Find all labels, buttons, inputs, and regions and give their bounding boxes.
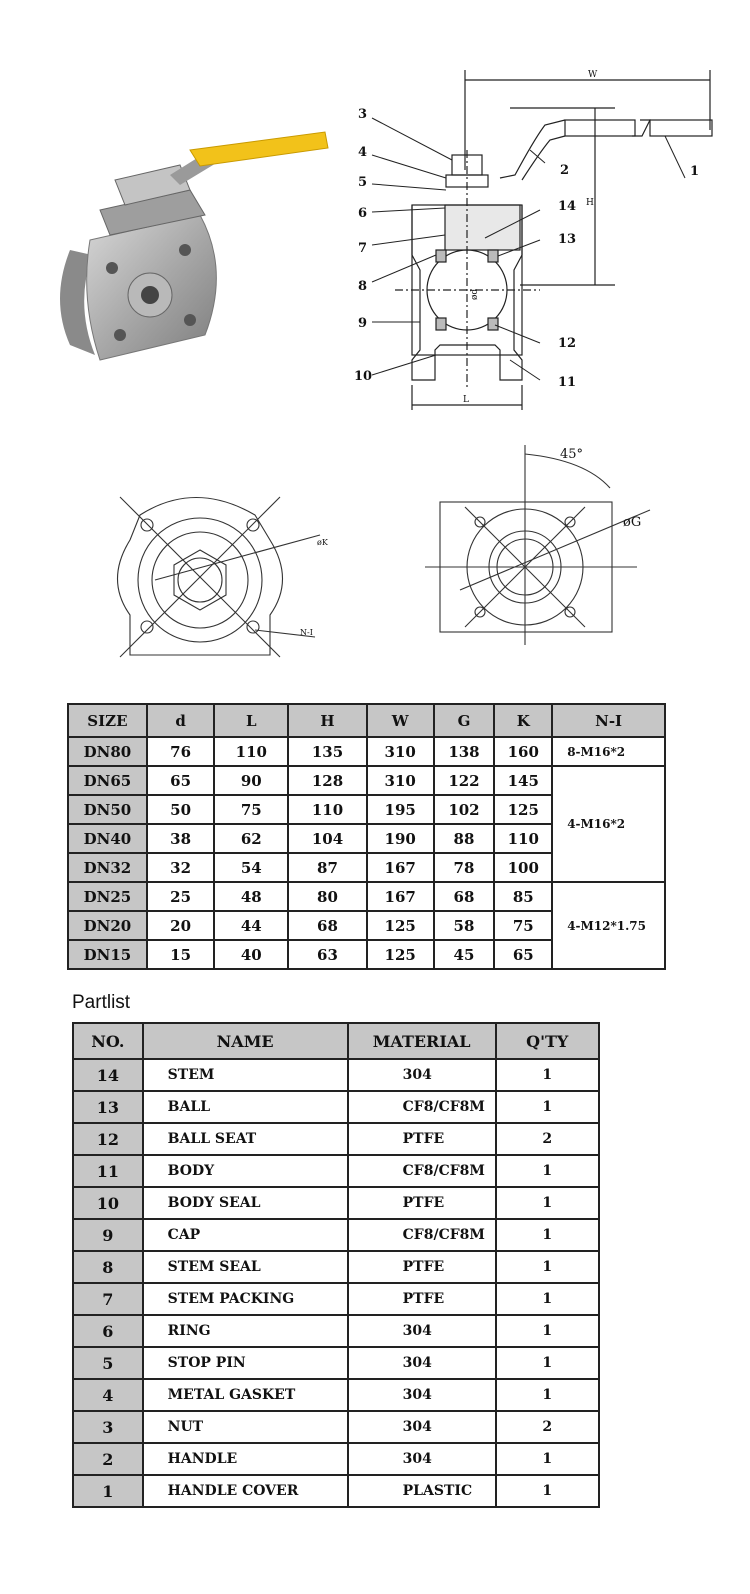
- valve-photo: [40, 120, 340, 380]
- table-row: [73, 1283, 599, 1315]
- cell-d: 32: [147, 853, 215, 882]
- cell-qty: 2: [496, 1411, 599, 1443]
- cell-qty: 1: [496, 1251, 599, 1283]
- cell-w: 125: [367, 911, 434, 940]
- table-row: [73, 1187, 599, 1219]
- callout-6: 6: [358, 206, 368, 221]
- header-d: d: [147, 704, 215, 737]
- cell-l: 44: [214, 911, 288, 940]
- cell-size: DN80: [68, 737, 147, 766]
- callout-13: 13: [558, 232, 577, 247]
- header-no: NO.: [73, 1023, 143, 1059]
- table-row: [73, 1091, 599, 1123]
- cell-material: 304: [348, 1347, 496, 1379]
- cell-k: 100: [494, 853, 552, 882]
- cell-d: 20: [147, 911, 215, 940]
- cell-qty: 1: [496, 1219, 599, 1251]
- cell-size: DN40: [68, 824, 147, 853]
- table-row: [68, 766, 665, 795]
- cell-qty: 1: [496, 1315, 599, 1347]
- cell-name: NUT: [143, 1411, 348, 1443]
- cell-h: 110: [288, 795, 367, 824]
- table-header-row: [73, 1023, 599, 1059]
- cell-no: 13: [73, 1091, 143, 1123]
- header-size: SIZE: [68, 704, 147, 737]
- table-header-row: [68, 704, 665, 737]
- callout-3: 3: [358, 107, 368, 122]
- table-row: [73, 1475, 599, 1507]
- cell-name: STEM: [143, 1059, 348, 1091]
- cell-name: HANDLE: [143, 1443, 348, 1475]
- cell-name: BALL SEAT: [143, 1123, 348, 1155]
- table-row: [73, 1059, 599, 1091]
- flange-view: [95, 485, 335, 675]
- table-row: [73, 1155, 599, 1187]
- cell-qty: 1: [496, 1155, 599, 1187]
- cell-no: 5: [73, 1347, 143, 1379]
- cell-material: PTFE: [348, 1251, 496, 1283]
- cell-h: 63: [288, 940, 367, 969]
- header-w: W: [367, 704, 434, 737]
- cell-no: 9: [73, 1219, 143, 1251]
- cell-material: 304: [348, 1379, 496, 1411]
- cell-size: DN65: [68, 766, 147, 795]
- mount-pad-view: [425, 440, 665, 650]
- cell-qty: 1: [496, 1443, 599, 1475]
- cell-name: BODY SEAL: [143, 1187, 348, 1219]
- cell-g: 102: [434, 795, 495, 824]
- cell-material: 304: [348, 1411, 496, 1443]
- cell-qty: 2: [496, 1123, 599, 1155]
- cell-material: CF8/CF8M: [348, 1155, 496, 1187]
- cell-d: 25: [147, 882, 215, 911]
- cell-qty: 1: [496, 1187, 599, 1219]
- cell-g: 122: [434, 766, 495, 795]
- cell-name: STEM SEAL: [143, 1251, 348, 1283]
- table-row: [73, 1251, 599, 1283]
- callout-2: 2: [560, 163, 570, 178]
- cell-w: 310: [367, 737, 434, 766]
- cell-h: 87: [288, 853, 367, 882]
- table-row: [73, 1347, 599, 1379]
- cell-qty: 1: [496, 1059, 599, 1091]
- partlist-table: [72, 1022, 600, 1508]
- cell-no: 8: [73, 1251, 143, 1283]
- cell-l: 40: [214, 940, 288, 969]
- cell-material: PTFE: [348, 1187, 496, 1219]
- callout-14: 14: [558, 199, 577, 214]
- callout-10: 10: [354, 369, 373, 384]
- cell-material: 304: [348, 1059, 496, 1091]
- callout-7: 7: [358, 241, 368, 256]
- cell-qty: 1: [496, 1475, 599, 1507]
- cell-g: 68: [434, 882, 495, 911]
- cell-size: DN32: [68, 853, 147, 882]
- cell-name: HANDLE COVER: [143, 1475, 348, 1507]
- cell-ni: 4-M16*2: [552, 766, 665, 882]
- cell-l: 62: [214, 824, 288, 853]
- dim-label-k: øK: [317, 538, 328, 547]
- cell-k: 145: [494, 766, 552, 795]
- cell-no: 4: [73, 1379, 143, 1411]
- cell-d: 76: [147, 737, 215, 766]
- cell-d: 65: [147, 766, 215, 795]
- cell-w: 125: [367, 940, 434, 969]
- header-k: K: [494, 704, 552, 737]
- cell-d: 15: [147, 940, 215, 969]
- cell-name: BALL: [143, 1091, 348, 1123]
- table-row: [73, 1443, 599, 1475]
- cell-no: 14: [73, 1059, 143, 1091]
- table-row: [73, 1379, 599, 1411]
- cell-w: 310: [367, 766, 434, 795]
- cell-material: PLASTIC: [348, 1475, 496, 1507]
- cell-w: 195: [367, 795, 434, 824]
- cell-name: METAL GASKET: [143, 1379, 348, 1411]
- header-ni: N-I: [552, 704, 665, 737]
- cell-d: 50: [147, 795, 215, 824]
- cell-no: 6: [73, 1315, 143, 1347]
- cell-h: 68: [288, 911, 367, 940]
- cell-l: 90: [214, 766, 288, 795]
- cell-k: 85: [494, 882, 552, 911]
- cell-k: 75: [494, 911, 552, 940]
- dim-label-h: H: [586, 198, 594, 208]
- dim-label-g: øG: [623, 515, 642, 530]
- cell-ni: 8-M16*2: [552, 737, 665, 766]
- dimensions-table: [67, 703, 666, 970]
- callout-1: 1: [690, 164, 700, 179]
- cell-material: 304: [348, 1443, 496, 1475]
- callout-8: 8: [358, 279, 368, 294]
- header-l: L: [214, 704, 288, 737]
- cell-no: 10: [73, 1187, 143, 1219]
- cell-l: 54: [214, 853, 288, 882]
- dim-label-d: ød: [470, 288, 480, 300]
- cell-no: 12: [73, 1123, 143, 1155]
- cell-qty: 1: [496, 1283, 599, 1315]
- section-drawing: [350, 60, 730, 420]
- cell-ni: 4-M12*1.75: [552, 882, 665, 969]
- cell-k: 160: [494, 737, 552, 766]
- callout-9: 9: [358, 316, 368, 331]
- callout-12: 12: [558, 336, 577, 351]
- cell-k: 125: [494, 795, 552, 824]
- cell-d: 38: [147, 824, 215, 853]
- header-h: H: [288, 704, 367, 737]
- dim-label-l: L: [463, 395, 469, 405]
- cell-size: DN15: [68, 940, 147, 969]
- cell-w: 190: [367, 824, 434, 853]
- dim-label-ni: N-I: [300, 628, 313, 637]
- cell-material: PTFE: [348, 1283, 496, 1315]
- cell-h: 104: [288, 824, 367, 853]
- callout-11: 11: [558, 375, 577, 390]
- header-qty: Q'TY: [496, 1023, 599, 1059]
- callout-4: 4: [358, 145, 368, 160]
- table-row: [73, 1411, 599, 1443]
- cell-l: 75: [214, 795, 288, 824]
- table-row: [68, 882, 665, 911]
- cell-no: 1: [73, 1475, 143, 1507]
- table-row: [73, 1315, 599, 1347]
- cell-name: RING: [143, 1315, 348, 1347]
- dim-label-w: W: [588, 70, 598, 80]
- cell-no: 7: [73, 1283, 143, 1315]
- cell-k: 65: [494, 940, 552, 969]
- cell-l: 110: [214, 737, 288, 766]
- table-row: [68, 737, 665, 766]
- cell-name: STOP PIN: [143, 1347, 348, 1379]
- cell-qty: 1: [496, 1091, 599, 1123]
- table-row: [73, 1219, 599, 1251]
- cell-name: CAP: [143, 1219, 348, 1251]
- cell-material: 304: [348, 1315, 496, 1347]
- header-name: NAME: [143, 1023, 348, 1059]
- cell-no: 11: [73, 1155, 143, 1187]
- cell-g: 58: [434, 911, 495, 940]
- cell-material: PTFE: [348, 1123, 496, 1155]
- header-g: G: [434, 704, 495, 737]
- cell-k: 110: [494, 824, 552, 853]
- cell-g: 78: [434, 853, 495, 882]
- cell-w: 167: [367, 853, 434, 882]
- cell-size: DN50: [68, 795, 147, 824]
- cell-g: 88: [434, 824, 495, 853]
- dim-label-angle: 45°: [560, 447, 584, 462]
- cell-material: CF8/CF8M: [348, 1219, 496, 1251]
- cell-name: BODY: [143, 1155, 348, 1187]
- header-material: MATERIAL: [348, 1023, 496, 1059]
- cell-name: STEM PACKING: [143, 1283, 348, 1315]
- cell-size: DN20: [68, 911, 147, 940]
- cell-w: 167: [367, 882, 434, 911]
- callout-5: 5: [358, 175, 368, 190]
- cell-g: 138: [434, 737, 495, 766]
- cell-h: 135: [288, 737, 367, 766]
- cell-no: 3: [73, 1411, 143, 1443]
- cell-g: 45: [434, 940, 495, 969]
- cell-l: 48: [214, 882, 288, 911]
- cell-h: 128: [288, 766, 367, 795]
- cell-qty: 1: [496, 1379, 599, 1411]
- cell-h: 80: [288, 882, 367, 911]
- partlist-title: Partlist: [72, 992, 131, 1013]
- cell-qty: 1: [496, 1347, 599, 1379]
- cell-size: DN25: [68, 882, 147, 911]
- cell-no: 2: [73, 1443, 143, 1475]
- cell-material: CF8/CF8M: [348, 1091, 496, 1123]
- table-row: [73, 1123, 599, 1155]
